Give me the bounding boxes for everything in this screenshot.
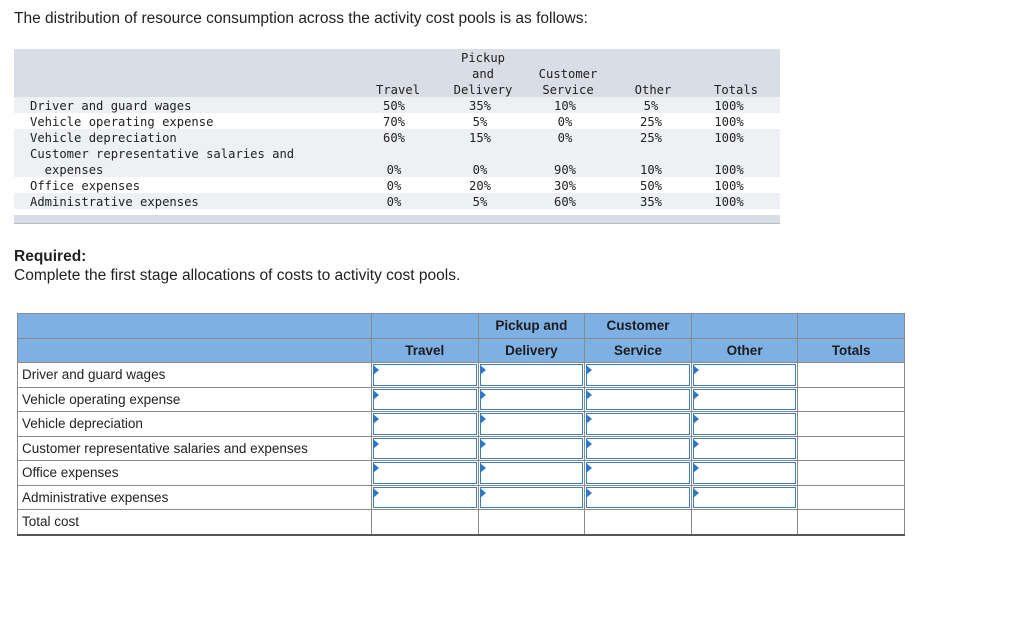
grid-header-cell xyxy=(372,314,479,339)
pickup-delivery-input[interactable] xyxy=(478,461,585,486)
travel-input[interactable] xyxy=(372,412,479,437)
given-row-label: Office expenses xyxy=(30,179,141,193)
given-cell: 70% xyxy=(382,115,406,129)
given-row-label: expenses xyxy=(30,163,104,177)
total-cost-label: Total cost xyxy=(18,510,372,535)
table-row xyxy=(18,412,905,437)
given-header-customer: Customer xyxy=(538,67,598,81)
customer-service-input[interactable] xyxy=(585,485,692,510)
travel-input[interactable] xyxy=(372,461,479,486)
given-cell: 0% xyxy=(386,179,402,193)
grid-header-travel: Travel xyxy=(372,338,479,363)
given-cell: 0% xyxy=(472,163,488,177)
given-cell: 100% xyxy=(714,115,744,129)
grid-header-totals: Totals xyxy=(798,338,905,363)
input-marker-icon xyxy=(480,365,486,375)
given-row-label: Vehicle operating expense xyxy=(30,115,214,129)
input-marker-icon xyxy=(693,390,699,400)
given-cell: 100% xyxy=(714,179,744,193)
table-row xyxy=(18,436,905,461)
input-marker-icon xyxy=(480,414,486,424)
input-marker-icon xyxy=(693,414,699,424)
grid-header-cell xyxy=(18,338,372,363)
given-cell: 0% xyxy=(557,131,573,145)
given-cell: 90% xyxy=(553,163,577,177)
travel-input[interactable] xyxy=(372,363,479,388)
pickup-delivery-input[interactable] xyxy=(478,412,585,437)
customer-service-input[interactable] xyxy=(585,461,692,486)
row-label: Vehicle depreciation xyxy=(18,412,372,437)
other-input[interactable] xyxy=(691,387,798,412)
customer-service-input[interactable] xyxy=(585,412,692,437)
given-row-label: Administrative expenses xyxy=(30,195,199,209)
input-marker-icon xyxy=(373,365,379,375)
input-marker-icon xyxy=(586,414,592,424)
other-input[interactable] xyxy=(691,436,798,461)
table-row xyxy=(18,485,905,510)
total-pickup-delivery-cell xyxy=(478,510,585,535)
given-cell: 5% xyxy=(472,115,488,129)
totals-cell xyxy=(798,387,905,412)
row-label: Office expenses xyxy=(18,461,372,486)
given-cell: 35% xyxy=(639,195,663,209)
customer-service-input[interactable] xyxy=(585,436,692,461)
input-marker-icon xyxy=(693,463,699,473)
row-label: Administrative expenses xyxy=(18,485,372,510)
other-input[interactable] xyxy=(691,485,798,510)
pickup-delivery-input[interactable] xyxy=(478,436,585,461)
grid-header-row-top xyxy=(18,314,905,339)
input-marker-icon xyxy=(480,390,486,400)
grid-header-cell xyxy=(18,314,372,339)
given-cell: 15% xyxy=(468,131,492,145)
totals-cell xyxy=(798,436,905,461)
total-cost-row xyxy=(18,510,905,535)
given-header-pickup: and xyxy=(471,67,495,81)
given-cell: 30% xyxy=(553,179,577,193)
input-marker-icon xyxy=(586,463,592,473)
grid-header-pickup-top: Pickup and xyxy=(478,314,585,339)
given-table-footer xyxy=(14,215,780,224)
given-cell: 60% xyxy=(382,131,406,145)
total-customer-service-cell xyxy=(585,510,692,535)
input-marker-icon xyxy=(373,463,379,473)
total-other-cell xyxy=(691,510,798,535)
input-marker-icon xyxy=(480,439,486,449)
input-marker-icon xyxy=(373,414,379,424)
total-totals-cell xyxy=(798,510,905,535)
given-header-pickup: Delivery xyxy=(453,83,513,97)
given-cell: 60% xyxy=(553,195,577,209)
customer-service-input[interactable] xyxy=(585,387,692,412)
grid-header-delivery: Delivery xyxy=(478,338,585,363)
given-cell: 50% xyxy=(382,99,406,113)
input-marker-icon xyxy=(693,488,699,498)
intro-text: The distribution of resource consumption across the activity cost pools is as follows: xyxy=(14,10,588,27)
input-marker-icon xyxy=(586,390,592,400)
given-header-customer: Service xyxy=(542,83,594,97)
required-instructions: Complete the first stage allocations of costs to activity cost pools. xyxy=(14,267,461,284)
grid-header-service: Service xyxy=(585,338,692,363)
resource-consumption-table xyxy=(14,49,780,223)
given-cell: 0% xyxy=(386,195,402,209)
given-cell: 100% xyxy=(714,163,744,177)
given-cell: 0% xyxy=(386,163,402,177)
other-input[interactable] xyxy=(691,412,798,437)
given-cell: 10% xyxy=(639,163,663,177)
input-marker-icon xyxy=(693,365,699,375)
input-marker-icon xyxy=(586,439,592,449)
totals-cell xyxy=(798,412,905,437)
given-cell: 25% xyxy=(639,131,663,145)
given-header-other: Other xyxy=(634,83,672,97)
grid-header-cell xyxy=(798,314,905,339)
grid-header-row-bottom xyxy=(18,338,905,363)
input-marker-icon xyxy=(693,439,699,449)
given-row-label: Vehicle depreciation xyxy=(30,131,177,145)
other-input[interactable] xyxy=(691,363,798,388)
required-heading: Required: xyxy=(14,248,87,265)
given-cell: 100% xyxy=(714,195,744,209)
input-marker-icon xyxy=(373,390,379,400)
grid-header-cell xyxy=(691,314,798,339)
given-cell: 35% xyxy=(468,99,492,113)
input-marker-icon xyxy=(586,488,592,498)
given-cell: 100% xyxy=(714,131,744,145)
given-cell: 100% xyxy=(714,99,744,113)
allocation-answer-table xyxy=(17,313,905,536)
table-row xyxy=(18,387,905,412)
given-cell: 50% xyxy=(639,179,663,193)
given-header-travel: Travel xyxy=(375,83,421,97)
totals-cell xyxy=(798,363,905,388)
given-cell: 5% xyxy=(472,195,488,209)
input-marker-icon xyxy=(373,488,379,498)
given-cell: 5% xyxy=(643,99,659,113)
other-input[interactable] xyxy=(691,461,798,486)
customer-service-input[interactable] xyxy=(585,363,692,388)
given-cell: 10% xyxy=(553,99,577,113)
given-row-label: Customer representative salaries and xyxy=(30,147,295,161)
row-label: Customer representative salaries and expenses xyxy=(18,436,372,461)
input-marker-icon xyxy=(480,488,486,498)
input-marker-icon xyxy=(586,365,592,375)
given-cell: 0% xyxy=(557,115,573,129)
total-travel-cell xyxy=(372,510,479,535)
pickup-delivery-input[interactable] xyxy=(478,363,585,388)
travel-input[interactable] xyxy=(372,436,479,461)
row-label: Vehicle operating expense xyxy=(18,387,372,412)
row-label: Driver and guard wages xyxy=(18,363,372,388)
given-cell: 20% xyxy=(468,179,492,193)
input-marker-icon xyxy=(480,463,486,473)
given-row-label: Driver and guard wages xyxy=(30,99,192,113)
table-row xyxy=(18,461,905,486)
totals-cell xyxy=(798,485,905,510)
pickup-delivery-input[interactable] xyxy=(478,485,585,510)
input-marker-icon xyxy=(373,439,379,449)
totals-cell xyxy=(798,461,905,486)
travel-input[interactable] xyxy=(372,387,479,412)
grid-header-customer-top: Customer xyxy=(585,314,692,339)
table-row xyxy=(18,363,905,388)
pickup-delivery-input[interactable] xyxy=(478,387,585,412)
grid-header-other: Other xyxy=(691,338,798,363)
given-cell: 25% xyxy=(639,115,663,129)
given-header-pickup: Pickup xyxy=(460,51,506,65)
travel-input[interactable] xyxy=(372,485,479,510)
given-header-totals: Totals xyxy=(713,83,759,97)
